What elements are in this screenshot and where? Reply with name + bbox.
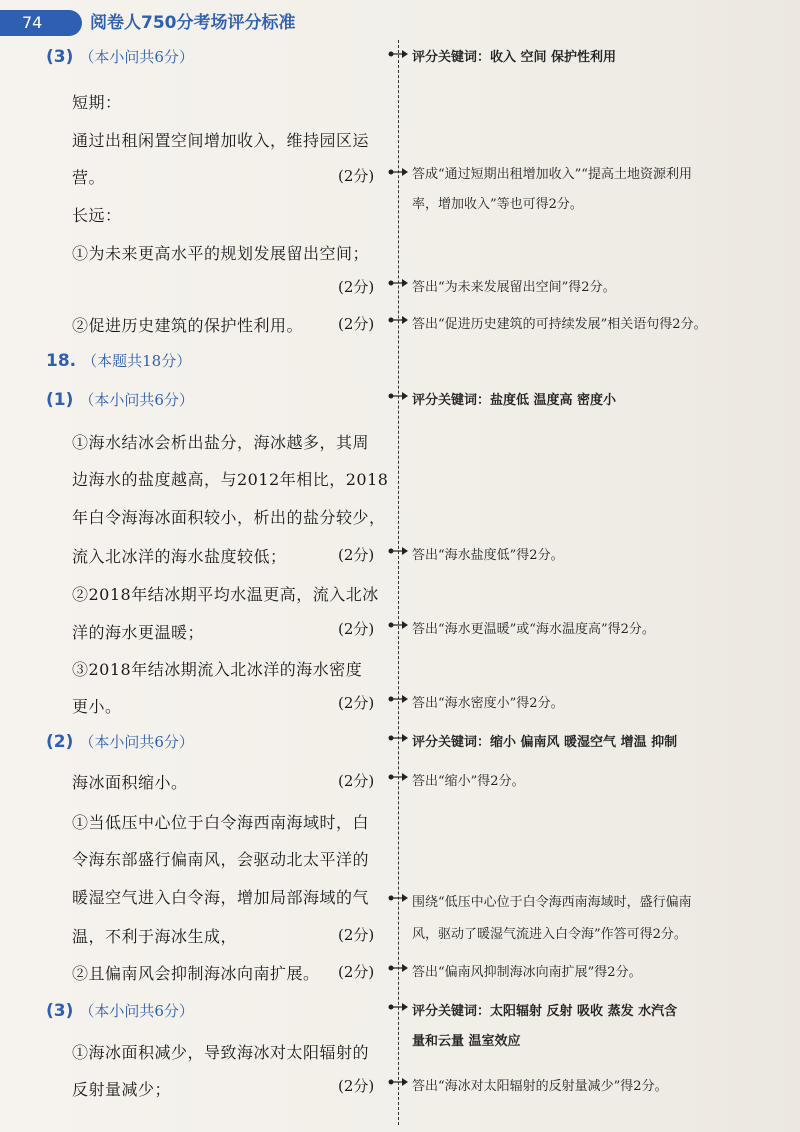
arrow-icon [388,167,408,177]
arrow-icon [388,391,408,401]
arrow-icon [388,278,408,288]
answer-line: 长远： [72,206,122,225]
answer-line: 海冰面积缩小。 [72,773,188,792]
scoring-keywords: 评分关键词：缩小 偏南风 暖湿空气 增温 抑制 [412,735,678,750]
answer-line: ②2018年结冰期平均水温更高，流入北冰 [72,585,379,604]
subquestion-heading [46,46,194,67]
scoring-note: 答出“海水盐度低”得2分。 [412,548,564,563]
subquestion-points: （本小问共6分） [79,1002,194,1020]
subquestion-number: (3) [46,47,74,67]
scoring-note: 答出“海水密度小”得2分。 [412,696,564,711]
scoring-note: 答出“促进历史建筑的可持续发展”相关语句得2分。 [412,317,707,332]
question-heading [46,350,191,371]
arrow-icon [388,893,408,903]
subquestion-number: (3) [46,1001,74,1021]
scoring-note: 答出“海冰对太阳辐射的反射量减少”得2分。 [412,1079,668,1094]
arrow-icon [388,772,408,782]
scoring-keywords: 量和云量 温室效应 [412,1034,521,1049]
arrow-icon [388,733,408,743]
score-mark: (2分) [338,926,375,944]
answer-line: 令海东部盛行偏南风，会驱动北太平洋的 [72,850,370,869]
score-mark: (2分) [338,315,375,333]
book-title: 阅卷人750分考场评分标准 [90,13,296,33]
answer-line: 年白令海海冰面积较小，析出的盐分较少， [72,508,386,527]
subquestion-heading [46,731,194,752]
arrow-icon [388,1002,408,1012]
answer-line: 流入北冰洋的海水盐度较低； [72,547,287,566]
scoring-note: 答出“海水更温暖”或“海水温度高”得2分。 [412,622,655,637]
arrow-icon [388,49,408,59]
answer-line: ③2018年结冰期流入北冰洋的海水密度 [72,660,363,679]
scoring-note: 答出“偏南风抑制海冰向南扩展”得2分。 [412,965,642,980]
score-mark: (2分) [338,278,375,296]
subquestion-heading [46,389,194,410]
subquestion-points: （本小问共6分） [79,733,194,751]
arrow-icon [388,620,408,630]
answer-line: 暖湿空气进入白令海，增加局部海域的气 [72,888,370,907]
score-mark: (2分) [338,546,375,564]
answer-line: ②促进历史建筑的保护性利用。 [72,316,304,335]
subquestion-number: (1) [46,390,74,410]
subquestion-points: （本小问共6分） [79,48,194,66]
answer-line: ①海冰面积减少，导致海冰对太阳辐射的 [72,1043,370,1062]
arrow-icon [388,1077,408,1087]
subquestion-points: （本小问共6分） [79,391,194,409]
scoring-keywords: 评分关键词：收入 空间 保护性利用 [412,50,617,65]
scoring-note: 答成“通过短期出租增加收入”“提高土地资源利用 [412,167,692,182]
arrow-icon [388,315,408,325]
scoring-keywords: 评分关键词：太阳辐射 反射 吸收 蒸发 水汽含 [412,1004,678,1019]
score-mark: (2分) [338,620,375,638]
answer-line: 洋的海水更温暖； [72,623,205,642]
question-number: 18. [46,351,77,371]
subquestion-heading [46,1000,194,1021]
answer-line: 通过出租闲置空间增加收入，维持园区运 [72,131,370,150]
answer-line: 短期： [72,93,122,112]
score-mark: (2分) [338,772,375,790]
answer-line: 温，不利于海冰生成， [72,927,238,946]
scoring-note: 答出“缩小”得2分。 [412,774,525,789]
arrow-icon [388,694,408,704]
score-mark: (2分) [338,963,375,981]
score-mark: (2分) [338,1077,375,1095]
score-mark: (2分) [338,167,375,185]
page-number: 74 [0,10,82,36]
scoring-note: 围绕“低压中心位于白令海西南海域时，盛行偏南 [412,895,692,910]
subquestion-number: (2) [46,732,74,752]
scoring-note: 答出“为未来发展留出空间”得2分。 [412,280,616,295]
scoring-note: 率，增加收入”等也可得2分。 [412,197,583,212]
page-header [0,8,360,40]
question-points: （本题共18分） [82,352,192,370]
answer-line: 营。 [72,168,106,187]
arrow-icon [388,963,408,973]
answer-line: ①当低压中心位于白令海西南海域时，白 [72,813,370,832]
answer-line: ①为未来更高水平的规划发展留出空间； [72,244,370,263]
score-mark: (2分) [338,694,375,712]
scoring-note: 风，驱动了暖湿气流进入白令海”作答可得2分。 [412,927,687,942]
scoring-keywords: 评分关键词：盐度低 温度高 密度小 [412,393,617,408]
answer-line: ②且偏南风会抑制海冰向南扩展。 [72,964,320,983]
arrow-icon [388,546,408,556]
answer-line: 反射量减少； [72,1080,172,1099]
answer-line: ①海水结冰会析出盐分，海冰越多，其周 [72,433,370,452]
answer-line: 边海水的盐度越高，与2012年相比，2018 [72,470,389,489]
answer-line: 更小。 [72,697,122,716]
